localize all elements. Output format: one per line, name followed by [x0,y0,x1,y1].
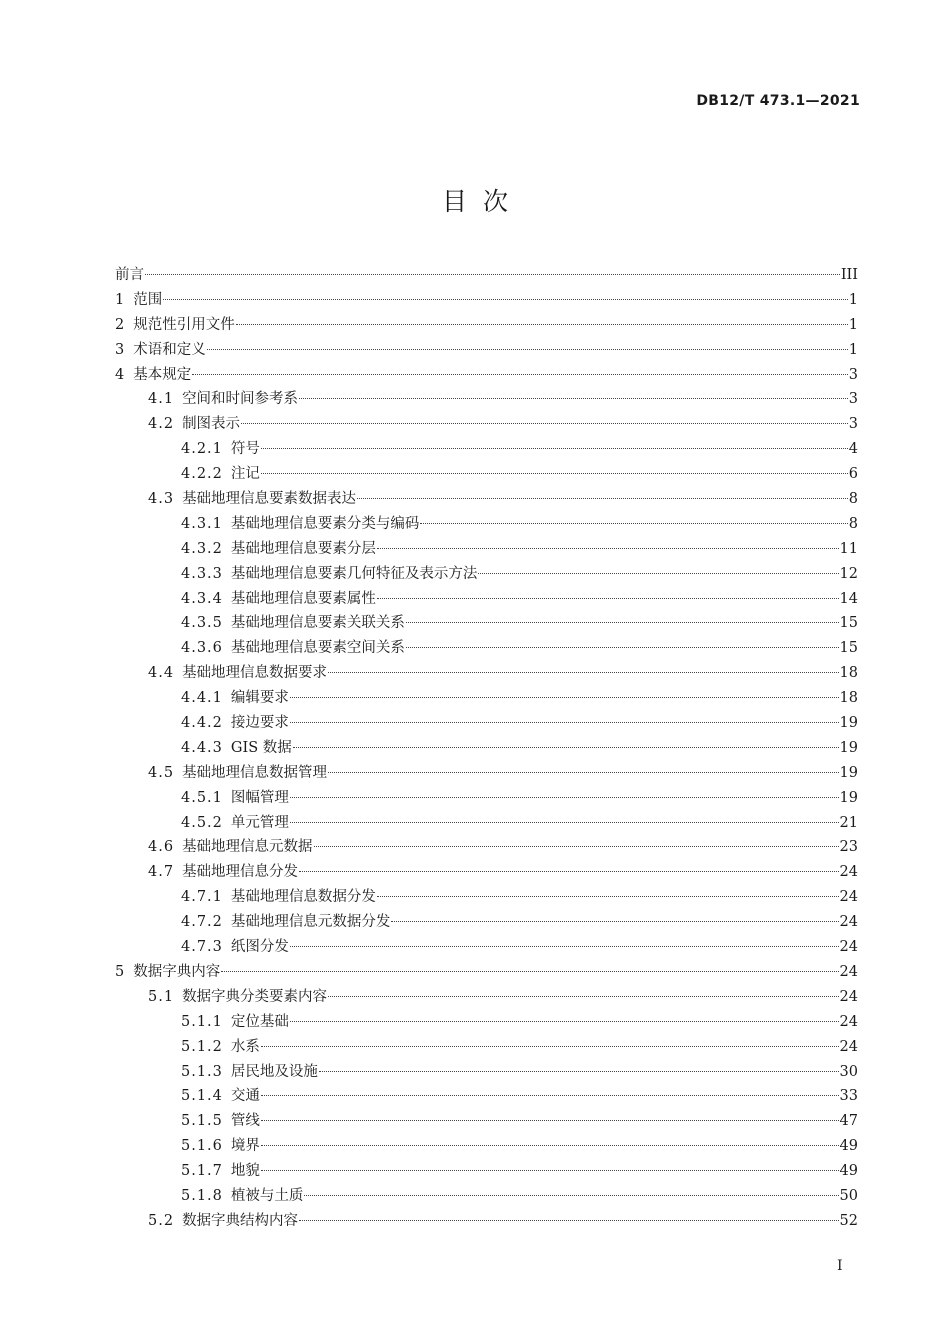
toc-entry-label: 纸图分发 [230,939,289,956]
toc-entry-label: 接边要求 [230,715,289,732]
toc-entry-page: 49 [839,1163,858,1180]
toc-entry-number: 4.7.1 [181,889,223,906]
toc-entry-label: 空间和时间参考系 [182,391,299,408]
toc-entry[interactable] [115,885,858,910]
toc-entry-number: 4.3.5 [181,615,223,632]
toc-entry-label: 水系 [230,1038,260,1055]
toc-entry[interactable] [115,487,858,512]
toc-entry[interactable] [115,1084,858,1109]
toc-entry-number: 4.3.3 [181,565,223,582]
toc-entry-page: 24 [839,864,858,881]
toc-entry[interactable] [115,960,858,985]
toc-dot-leader [357,498,848,499]
toc-entry-number: 4.5.1 [181,789,223,806]
page-number: I [837,1258,843,1274]
toc-entry-label: 定位基础 [230,1013,289,1030]
toc-dot-leader [319,1071,839,1072]
toc-entry-page: III [840,267,858,283]
toc-entry-number: 5.1.4 [181,1088,223,1105]
toc-entry-number: 5.1.8 [181,1187,223,1204]
toc-entry-page: 19 [839,764,858,781]
toc-dot-leader [207,349,848,350]
toc-entry[interactable] [115,562,858,587]
toc-dot-leader [261,448,848,449]
toc-entry-number: 5.1.5 [181,1113,223,1130]
toc-entry[interactable] [115,910,858,935]
toc-entry[interactable] [115,363,858,388]
toc-dot-leader [261,1170,839,1171]
toc-dot-leader [290,697,839,698]
toc-entry-number: 4.4.3 [181,739,223,756]
toc-entry-page: 1 [848,291,858,308]
toc-dot-leader [290,722,839,723]
toc-entry-number: 4.6 [148,839,175,856]
toc-dot-leader [391,921,838,922]
toc-entry-page: 15 [839,640,858,657]
toc-entry-number: 4.3 [148,491,175,508]
toc-entry-number: 5.1.2 [181,1038,223,1055]
toc-entry-label: 基础地理信息数据分发 [230,889,376,906]
toc-dot-leader [261,1046,839,1047]
toc-dot-leader [261,1095,839,1096]
toc-entry-label: 基础地理信息要素关联关系 [230,615,405,632]
toc-entry[interactable] [115,462,858,487]
toc-entry-label: 基础地理信息分发 [182,864,299,881]
toc-entry[interactable] [115,1010,858,1035]
toc-entry-label: 符号 [230,441,260,458]
toc-entry-page: 33 [839,1088,858,1105]
toc-entry-label: 基础地理信息数据要求 [182,665,328,682]
toc-entry-number: 4.2 [148,416,175,433]
toc-entry-label: 术语和定义 [133,341,206,358]
toc-entry[interactable] [115,1209,858,1234]
toc-entry[interactable] [115,761,858,786]
toc-entry-label: 交通 [230,1088,260,1105]
toc-entry-page: 1 [848,341,858,358]
toc-dot-leader [406,622,839,623]
page-title: 目 次 [442,187,508,216]
toc-entry-number: 4.7.3 [181,939,223,956]
toc-entry-label: GIS 数据 [230,739,292,756]
toc-dot-leader [328,672,838,673]
toc-entry-page: 50 [839,1187,858,1204]
toc-entry-page: 18 [839,690,858,707]
toc-entry[interactable] [115,611,858,636]
toc-entry-number: 5 [115,963,126,980]
toc-entry-page: 24 [839,1038,858,1055]
toc-entry-number: 5.1.6 [181,1138,223,1155]
toc-entry-number: 4.4.2 [181,715,223,732]
toc-entry-label: 数据字典内容 [133,963,221,980]
toc-entry-label: 基础地理信息要素属性 [230,590,376,607]
toc-entry[interactable] [115,537,858,562]
toc-entry-number: 4.7.2 [181,914,223,931]
toc-entry-label: 境界 [230,1138,260,1155]
toc-dot-leader [236,324,848,325]
toc-entry-label: 制图表示 [182,416,241,433]
toc-entry-label: 基础地理信息要素空间关系 [230,640,405,657]
toc-entry-page: 1 [848,316,858,333]
toc-entry[interactable] [115,1134,858,1159]
toc-entry-number: 4.3.2 [181,540,223,557]
toc-entry[interactable] [115,985,858,1010]
toc-entry[interactable] [115,288,858,313]
toc-dot-leader [328,996,838,997]
toc-dot-leader [145,274,840,275]
toc-entry-page: 24 [839,1013,858,1030]
toc-entry-page: 18 [839,665,858,682]
toc-entry-page: 19 [839,789,858,806]
toc-entry-label: 基础地理信息数据管理 [182,764,328,781]
toc-entry[interactable] [115,835,858,860]
toc-entry-page: 12 [839,565,858,582]
toc-entry-page: 24 [839,914,858,931]
toc-entry[interactable] [115,263,858,288]
toc-entry-label: 基础地理信息要素几何特征及表示方法 [230,565,478,582]
toc-entry[interactable] [115,811,858,836]
toc-entry[interactable] [115,661,858,686]
toc-dot-leader [290,822,839,823]
toc-entry-label: 基础地理信息要素分类与编码 [230,515,420,532]
toc-dot-leader [299,1220,838,1221]
toc-entry[interactable] [115,736,858,761]
toc-entry-page: 49 [839,1138,858,1155]
toc-entry-page: 21 [839,814,858,831]
toc-entry-label: 前言 [115,267,144,283]
toc-entry[interactable] [115,313,858,338]
toc-entry-page: 30 [839,1063,858,1080]
toc-dot-leader [299,871,838,872]
toc-entry-page: 8 [848,491,858,508]
toc-entry[interactable] [115,437,858,462]
toc-entry[interactable] [115,412,858,437]
toc-entry-label: 居民地及设施 [230,1063,318,1080]
toc-entry-label: 地貌 [230,1163,260,1180]
toc-entry-number: 2 [115,316,126,333]
toc-entry-number: 4.2.1 [181,441,223,458]
toc-entry-page: 19 [839,715,858,732]
toc-entry-label: 数据字典结构内容 [182,1212,299,1229]
table-of-contents [115,263,858,1234]
toc-dot-leader [290,1021,839,1022]
toc-entry-page: 3 [848,391,858,408]
toc-entry-page: 52 [839,1212,858,1229]
toc-entry-label: 注记 [230,466,260,483]
toc-dot-leader [377,548,839,549]
toc-entry[interactable] [115,387,858,412]
toc-entry-label: 数据字典分类要素内容 [182,988,328,1005]
toc-entry-number: 4.1 [148,391,175,408]
toc-entry-page: 6 [848,466,858,483]
toc-dot-leader [261,1145,839,1146]
toc-entry-page: 19 [839,739,858,756]
toc-entry-page: 14 [839,590,858,607]
toc-entry-label: 图幅管理 [230,789,289,806]
toc-entry-page: 23 [839,839,858,856]
toc-entry-number: 4.5 [148,764,175,781]
toc-entry[interactable] [115,935,858,960]
toc-entry-number: 4.3.1 [181,515,223,532]
toc-entry-page: 24 [839,963,858,980]
toc-entry-number: 4.4 [148,665,175,682]
toc-entry-label: 规范性引用文件 [133,316,235,333]
toc-entry-page: 24 [839,988,858,1005]
toc-entry-number: 5.1.7 [181,1163,223,1180]
toc-dot-leader [261,1120,839,1121]
toc-entry[interactable] [115,686,858,711]
toc-dot-leader [304,1195,838,1196]
toc-dot-leader [377,896,839,897]
toc-dot-leader [290,797,839,798]
toc-entry-number: 5.1.3 [181,1063,223,1080]
toc-dot-leader [290,946,839,947]
toc-entry[interactable] [115,1184,858,1209]
toc-entry[interactable] [115,1035,858,1060]
toc-entry-page: 11 [839,540,858,557]
toc-dot-leader [192,374,848,375]
toc-entry-label: 单元管理 [230,814,289,831]
toc-entry-number: 5.2 [148,1212,175,1229]
toc-entry-page: 8 [848,515,858,532]
toc-dot-leader [299,398,848,399]
toc-dot-leader [241,423,848,424]
toc-entry-page: 47 [839,1113,858,1130]
toc-entry-page: 15 [839,615,858,632]
toc-entry-number: 4.2.2 [181,466,223,483]
toc-entry-number: 4.3.4 [181,590,223,607]
toc-entry-label: 基础地理信息要素数据表达 [182,491,357,508]
toc-entry[interactable] [115,860,858,885]
toc-entry-number: 4.4.1 [181,690,223,707]
toc-entry-number: 4.5.2 [181,814,223,831]
toc-entry-label: 基础地理信息要素分层 [230,540,376,557]
toc-entry-label: 编辑要求 [230,690,289,707]
toc-entry-page: 3 [848,416,858,433]
toc-entry-label: 管线 [230,1113,260,1130]
toc-entry-page: 3 [848,366,858,383]
toc-entry-number: 4.7 [148,864,175,881]
toc-dot-leader [406,647,839,648]
toc-entry-page: 24 [839,939,858,956]
toc-entry[interactable] [115,1109,858,1134]
toc-entry[interactable] [115,711,858,736]
toc-entry-number: 4 [115,366,126,383]
toc-dot-leader [293,747,839,748]
toc-entry[interactable] [115,338,858,363]
toc-entry[interactable] [115,636,858,661]
toc-entry[interactable] [115,512,858,537]
document-code: DB12/T 473.1—2021 [696,93,860,109]
toc-dot-leader [314,846,839,847]
toc-entry-page: 24 [839,889,858,906]
toc-entry-page: 4 [848,441,858,458]
toc-entry-number: 5.1 [148,988,175,1005]
toc-entry-number: 1 [115,291,126,308]
toc-entry-label: 基础地理信息元数据分发 [230,914,391,931]
toc-entry[interactable] [115,1159,858,1184]
toc-entry-label: 范围 [133,291,163,308]
toc-entry-label: 基本规定 [133,366,192,383]
toc-dot-leader [163,299,848,300]
toc-entry-number: 5.1.1 [181,1013,223,1030]
toc-entry[interactable] [115,786,858,811]
toc-entry-number: 3 [115,341,126,358]
toc-dot-leader [261,473,848,474]
toc-dot-leader [478,573,838,574]
toc-entry-number: 4.3.6 [181,640,223,657]
toc-dot-leader [328,772,838,773]
toc-entry-label: 基础地理信息元数据 [182,839,313,856]
toc-dot-leader [377,598,839,599]
toc-entry[interactable] [115,587,858,612]
toc-dot-leader [420,523,847,524]
toc-entry-label: 植被与土质 [230,1187,304,1204]
toc-dot-leader [221,971,838,972]
toc-entry[interactable] [115,1060,858,1085]
